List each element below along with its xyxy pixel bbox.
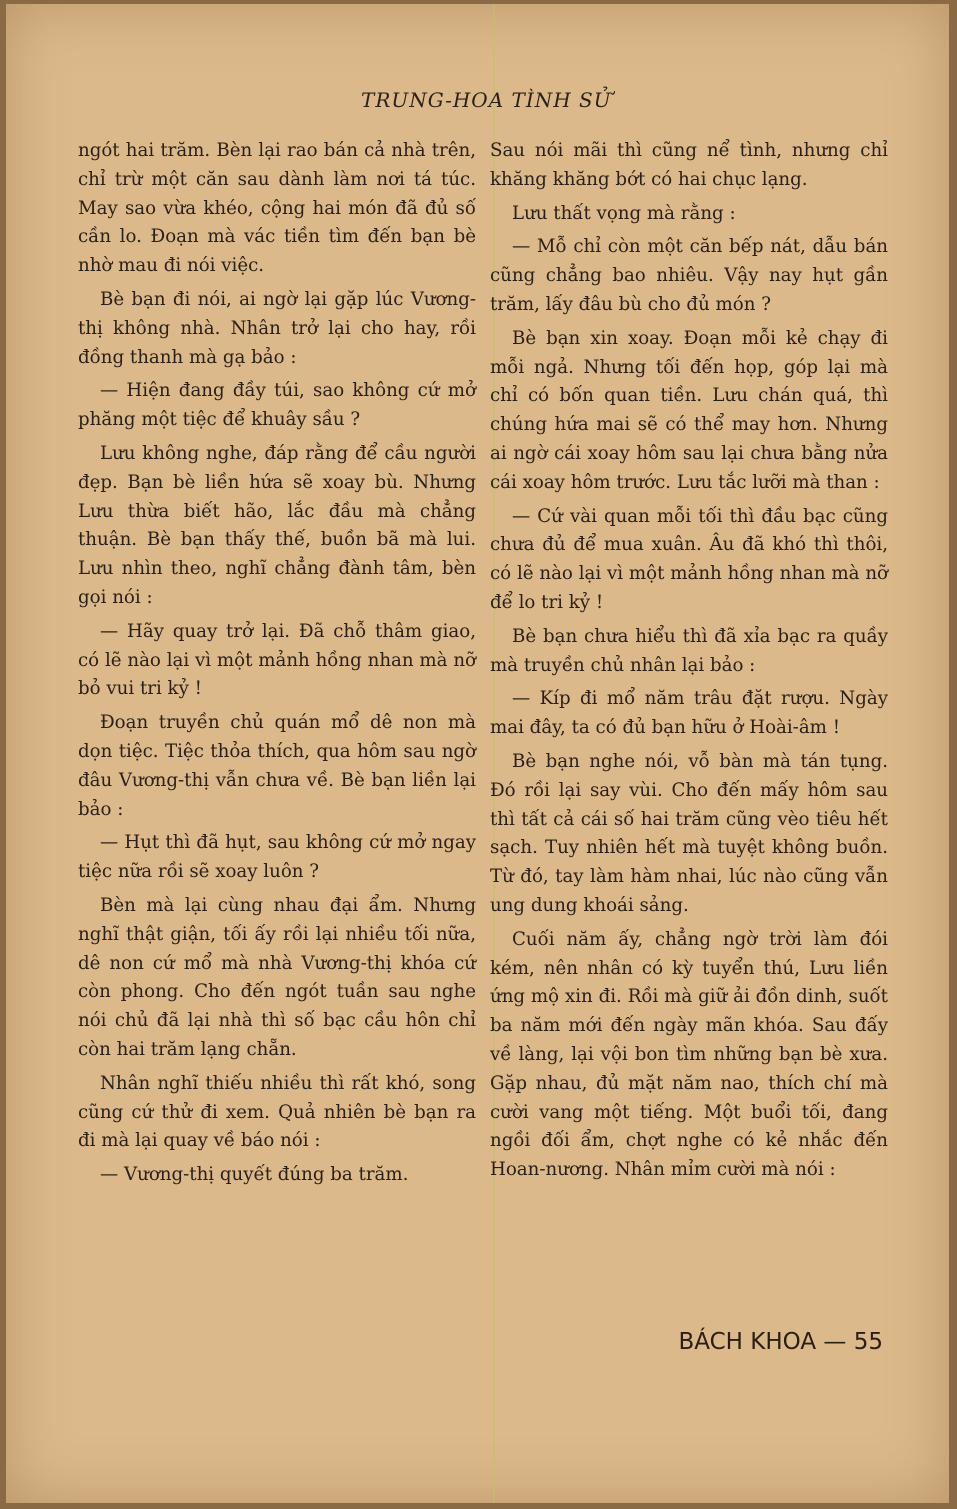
paragraph: Bè bạn nghe nói, vỗ bàn mà tán tụng. Đó rồi lại say vùi. Cho đến mấy hôm sau thì tất cả cái số hai trăm cũng vèo tiêu hết sạch. Tuy nhiên hết mà tuyệt không buồn. Từ đó, tay làm hàm nhai, lúc nào cũng vẫn ung dung khoái sảng. [490, 750, 888, 916]
paragraph: Sau nói mãi thì cũng nể tình, nhưng chỉ khăng khăng bớt có hai chục lạng. [490, 140, 888, 190]
paragraph: Lưu thất vọng mà rằng : [512, 202, 736, 224]
running-title: TRUNG-HOA TÌNH SỬ [361, 88, 612, 112]
paragraph: Cuối năm ấy, chẳng ngờ trời làm đói kém, nên nhân có kỳ tuyển thú, Lưu liền ứng mộ xin đi. Rồi mà giữ ải đồn dinh, suốt ba năm mới đến ngày mãn khóa. Sau đấy về làng, lại vội bon tìm những bạn bè xưa. Gặp nhau, đủ mặt năm nao, thích chí mà cười vang một tiếng. Một buổi tối, đang ngồi đối ẩm, chợt nghe có kẻ nhắc đến Hoan-nương. Nhân mỉm cười mà nói : [490, 928, 888, 1181]
paragraph: — Vương-thị quyết đúng ba trăm. [100, 1164, 409, 1186]
paragraph: Bè bạn đi nói, ai ngờ lại gặp lúc Vương-thị không nhà. Nhân trở lại cho hay, rồi đồng thanh mà gạ bảo : [78, 288, 476, 368]
paragraph: — Hãy quay trở lại. Đã chỗ thâm giao, có lẽ nào lại vì một mảnh hồng nhan mà nỡ bỏ vui tri kỷ ! [78, 620, 476, 700]
paragraph: — Kíp đi mổ năm trâu đặt rượu. Ngày mai đây, ta có đủ bạn hữu ở Hoài-âm ! [490, 688, 888, 739]
paragraph: Bèn mà lại cùng nhau đại ẩm. Nhưng nghĩ thật giận, tối ấy rồi lại nhiều tối nữa, dê non cứ mổ mà nhà Vương-thị khóa cứ còn phong. Cho đến ngót tuần sau nghe nói chủ đã lại nhà thì số bạc cầu hôn chỉ còn hai trăm lạng chẵn. [78, 894, 476, 1060]
page-footer [679, 1329, 884, 1355]
paragraph: Nhân nghĩ thiếu nhiều thì rất khó, song cũng cứ thử đi xem. Quả nhiên bè bạn ra đi mà lại quay về báo nói : [78, 1072, 476, 1152]
publication-name: BÁCH KHOA — [678, 1329, 847, 1355]
left-text-column [78, 137, 476, 1195]
paragraph: Bè bạn xin xoay. Đoạn mỗi kẻ chạy đi mỗi ngả. Nhưng tối đến họp, góp lại mà chỉ có bốn quan tiền. Lưu chán quá, thì chúng hứa mai sẽ có thể may hơn. Nhưng ai ngờ cái xoay hôm sau lại chưa bằng nửa cái xoay hôm trước. Lưu tắc lưỡi mà than : [490, 327, 888, 493]
paragraph: Lưu không nghe, đáp rằng để cầu người đẹp. Bạn bè liền hứa sẽ xoay bù. Nhưng Lưu thừa biết hão, lắc đầu mà chẳng thuận. Bè bạn thấy thế, buồn bã mà lui. Lưu nhìn theo, nghĩ chẳng đành tâm, bèn gọi nói : [78, 442, 476, 608]
paragraph: — Mỗ chỉ còn một căn bếp nát, dẫu bán cũng chẳng bao nhiêu. Vậy nay hụt gần trăm, lấy đâu bù cho đủ món ? [490, 236, 888, 315]
paragraph: — Cứ vài quan mỗi tối thì đầu bạc cũng chưa đủ để mua xuân. Âu đã khó thì thôi, có lẽ nào lại vì một mảnh hồng nhan mà nỡ để lo tri kỷ ! [490, 505, 888, 613]
paragraph: — Hụt thì đã hụt, sau không cứ mở ngay tiệc nữa rồi sẽ xoay luôn ? [78, 832, 476, 883]
paragraph: Đoạn truyền chủ quán mổ dê non mà dọn tiệc. Tiệc thỏa thích, qua hôm sau ngờ đâu Vương-thị vẫn chưa về. Bè bạn liền lại bảo : [78, 712, 476, 820]
right-text-column [490, 137, 888, 1190]
page-number: 55 [853, 1329, 883, 1355]
paragraph: ngót hai trăm. Bèn lại rao bán cả nhà trên, chỉ trừ một căn sau dành làm nơi tá túc. May sao vừa khéo, cộng hai món đã đủ số cần lo. Đoạn mà vác tiền tìm đến bạn bè nhờ mau đi nói việc. [78, 140, 476, 277]
paragraph: Bè bạn chưa hiểu thì đã xỉa bạc ra quầy mà truyền chủ nhân lại bảo : [490, 625, 888, 676]
magazine-page [6, 4, 949, 1503]
paragraph: — Hiện đang đầy túi, sao không cứ mở phăng một tiệc để khuây sầu ? [78, 380, 476, 431]
